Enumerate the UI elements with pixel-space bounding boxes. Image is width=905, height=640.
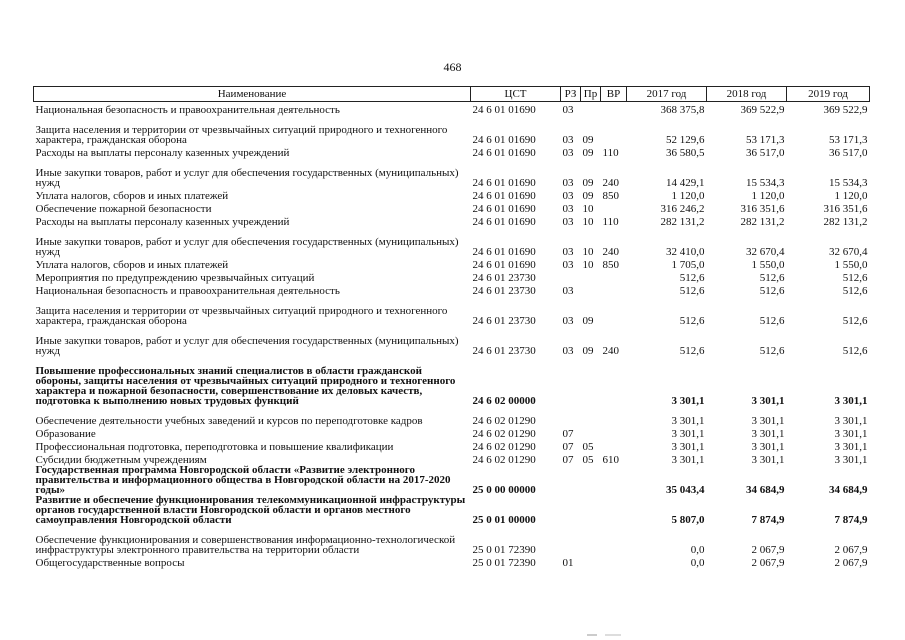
row-value-2017: 0,0 <box>690 544 705 556</box>
row-pr <box>581 102 601 116</box>
row-value-2018: 32 670,4 <box>746 246 785 258</box>
row-pr: 09 <box>582 315 594 327</box>
row-value-2017: 3 301,1 <box>671 441 705 453</box>
table-row <box>34 102 870 116</box>
row-pr: 10 <box>582 216 594 228</box>
row-pr <box>581 283 601 296</box>
row-value-2019: 15 534,3 <box>829 177 868 189</box>
row-value-2018: 3 301,1 <box>751 441 785 453</box>
row-value-2018: 3 301,1 <box>751 395 785 407</box>
row-name: Защита населения и территории от чрезвычайных ситуаций природного и техногенного характера, гражданская оборона <box>35 305 448 327</box>
row-value-2018: 15 534,3 <box>746 177 785 189</box>
row-pr: 09 <box>582 147 594 159</box>
row-value-2019: 2 067,9 <box>834 557 868 569</box>
row-pr <box>581 426 601 439</box>
row-vr <box>601 356 627 406</box>
row-vr: 850 <box>602 259 619 271</box>
header-2017: 2017 год <box>627 87 707 102</box>
table-row <box>34 115 870 145</box>
row-value-2019: 512,6 <box>842 345 868 357</box>
row-rz: 03 <box>562 315 574 327</box>
row-pr: 05 <box>582 454 594 466</box>
row-vr <box>601 201 627 214</box>
row-name: Обеспечение деятельности учебных заведений и курсов по переподготовке кадров <box>35 415 423 427</box>
row-rz: 03 <box>562 177 574 189</box>
row-pr: 05 <box>582 441 594 453</box>
row-cst: 24 6 01 23730 <box>472 285 536 297</box>
row-pr <box>581 406 601 426</box>
row-cst: 25 0 01 72390 <box>472 557 536 569</box>
row-value-2018: 369 522,9 <box>740 104 785 116</box>
row-value-2019: 32 670,4 <box>829 246 868 258</box>
row-rz: 07 <box>562 441 574 453</box>
row-vr <box>601 115 627 145</box>
table-row <box>34 495 870 525</box>
row-pr: 09 <box>582 190 594 202</box>
row-value-2017: 512,6 <box>679 315 705 327</box>
row-value-2018: 512,6 <box>759 272 785 284</box>
table-row <box>34 406 870 426</box>
row-cst: 24 6 01 01690 <box>472 203 536 215</box>
row-value-2017: 512,6 <box>679 285 705 297</box>
row-value-2017: 35 043,4 <box>666 484 705 496</box>
table-row <box>34 296 870 326</box>
row-cst: 24 6 02 01290 <box>472 454 536 466</box>
row-value-2019: 369 522,9 <box>823 104 868 116</box>
row-rz: 03 <box>562 259 574 271</box>
row-rz: 03 <box>562 190 574 202</box>
row-name: Субсидии бюджетным учреждениям <box>35 454 207 466</box>
row-value-2017: 0,0 <box>690 557 705 569</box>
row-rz: 03 <box>562 345 574 357</box>
row-value-2019: 3 301,1 <box>834 395 868 407</box>
table-row <box>34 439 870 452</box>
header-vr: ВР <box>601 87 627 102</box>
row-cst: 24 6 01 23730 <box>472 315 536 327</box>
row-value-2017: 14 429,1 <box>666 177 705 189</box>
row-value-2018: 282 131,2 <box>740 216 785 228</box>
row-value-2018: 1 550,0 <box>751 259 785 271</box>
row-rz <box>561 406 581 426</box>
row-vr: 850 <box>602 190 619 202</box>
row-value-2019: 1 120,0 <box>834 190 868 202</box>
table-row <box>34 145 870 158</box>
row-value-2018: 7 874,9 <box>751 514 785 526</box>
row-name: Обеспечение функционирования и совершенствования информационно-технологической инфраструктуры электронного правительства на территории области <box>35 534 456 556</box>
row-cst: 24 6 01 01690 <box>472 190 536 202</box>
row-value-2017: 52 129,6 <box>666 134 705 146</box>
row-rz: 03 <box>562 134 574 146</box>
row-vr <box>601 525 627 555</box>
row-value-2019: 512,6 <box>842 285 868 297</box>
table-row <box>34 465 870 495</box>
row-rz <box>561 495 581 525</box>
row-value-2018: 512,6 <box>759 285 785 297</box>
row-name: Развитие и обеспечение функционирования телекоммуникационной инфраструктуры органов государственной власти Новгородской области и органов местного самоуправления Новгородской области <box>35 494 466 526</box>
row-vr: 610 <box>602 454 619 466</box>
row-value-2017: 512,6 <box>679 272 705 284</box>
row-rz: 03 <box>562 285 574 297</box>
row-value-2017: 1 120,0 <box>671 190 705 202</box>
row-value-2017: 512,6 <box>679 345 705 357</box>
row-value-2019: 53 171,3 <box>829 134 868 146</box>
table-row <box>34 188 870 201</box>
row-value-2019: 3 301,1 <box>834 454 868 466</box>
row-rz: 01 <box>562 557 574 569</box>
row-name: Уплата налогов, сборов и иных платежей <box>35 190 229 202</box>
row-vr: 110 <box>602 147 619 159</box>
table-row <box>34 525 870 555</box>
header-2018: 2018 год <box>707 87 787 102</box>
row-name: Иные закупки товаров, работ и услуг для обеспечения государственных (муниципальных) нужд <box>35 335 459 357</box>
page-number: 468 <box>443 60 462 74</box>
row-value-2017: 3 301,1 <box>671 428 705 440</box>
row-value-2018: 512,6 <box>759 315 785 327</box>
row-value-2017: 368 375,8 <box>660 104 705 116</box>
row-vr <box>601 283 627 296</box>
row-name: Иные закупки товаров, работ и услуг для обеспечения государственных (муниципальных) нужд <box>35 236 459 258</box>
row-value-2017: 3 301,1 <box>671 395 705 407</box>
table-row <box>34 270 870 283</box>
row-vr <box>601 102 627 116</box>
header-rz: РЗ <box>561 87 581 102</box>
row-value-2019: 282 131,2 <box>823 216 868 228</box>
table-row <box>34 356 870 406</box>
row-value-2018: 3 301,1 <box>751 454 785 466</box>
row-value-2018: 2 067,9 <box>751 544 785 556</box>
row-value-2019: 1 550,0 <box>834 259 868 271</box>
row-value-2017: 1 705,0 <box>671 259 705 271</box>
row-pr: 09 <box>582 177 594 189</box>
row-vr: 240 <box>602 246 619 258</box>
row-value-2018: 512,6 <box>759 345 785 357</box>
row-value-2017: 5 807,0 <box>671 514 705 526</box>
row-pr: 09 <box>582 345 594 357</box>
table-row <box>34 257 870 270</box>
row-cst: 24 6 02 01290 <box>472 428 536 440</box>
table-row <box>34 158 870 188</box>
row-cst: 25 0 01 00000 <box>472 514 536 526</box>
row-rz: 03 <box>562 246 574 258</box>
row-pr <box>581 465 601 495</box>
row-value-2019: 7 874,9 <box>834 514 868 526</box>
table-row <box>34 283 870 296</box>
row-rz: 03 <box>562 203 574 215</box>
row-pr: 10 <box>582 246 594 258</box>
row-name: Национальная безопасность и правоохранительная деятельность <box>35 104 340 116</box>
header-name: Наименование <box>34 87 471 102</box>
row-value-2018: 3 301,1 <box>751 428 785 440</box>
table-header-row <box>34 87 870 102</box>
row-vr <box>601 426 627 439</box>
table-body <box>34 102 870 569</box>
row-value-2017: 3 301,1 <box>671 454 705 466</box>
row-value-2019: 3 301,1 <box>834 415 868 427</box>
row-value-2018: 2 067,9 <box>751 557 785 569</box>
row-vr: 240 <box>602 345 619 357</box>
row-vr <box>601 555 627 568</box>
row-name: Мероприятия по предупреждению чрезвычайных ситуаций <box>35 272 315 284</box>
row-cst: 24 6 02 00000 <box>472 395 536 407</box>
row-pr <box>581 525 601 555</box>
row-name: Повышение профессиональных знаний специалистов в области гражданской обороны, защиты населения от чрезвычайных ситуаций природного и техногенного характера и пожарной безопасности, совершенствование их деловых качеств, подготовка к выполнению новых трудовых функций <box>35 365 456 407</box>
table-row <box>34 214 870 227</box>
row-value-2017: 282 131,2 <box>660 216 705 228</box>
row-pr: 10 <box>582 203 594 215</box>
row-cst: 24 6 01 01690 <box>472 104 536 116</box>
row-rz: 07 <box>562 454 574 466</box>
row-value-2018: 36 517,0 <box>746 147 785 159</box>
row-rz <box>561 465 581 495</box>
row-name: Защита населения и территории от чрезвычайных ситуаций природного и техногенного характера, гражданская оборона <box>35 124 448 146</box>
row-name: Уплата налогов, сборов и иных платежей <box>35 259 229 271</box>
row-value-2019: 512,6 <box>842 315 868 327</box>
row-name: Государственная программа Новгородской области «Развитие электронного правительства и информационного общества в Новгородской области на 2017-2020 годы» <box>35 464 451 496</box>
row-value-2019: 3 301,1 <box>834 428 868 440</box>
row-value-2018: 34 684,9 <box>746 484 785 496</box>
row-rz: 03 <box>562 147 574 159</box>
row-cst: 24 6 01 01690 <box>472 246 536 258</box>
row-name: Расходы на выплаты персоналу казенных учреждений <box>35 147 290 159</box>
row-vr <box>601 296 627 326</box>
budget-table <box>33 86 870 568</box>
row-cst: 24 6 01 01690 <box>472 216 536 228</box>
row-value-2018: 3 301,1 <box>751 415 785 427</box>
row-value-2019: 316 351,6 <box>823 203 868 215</box>
row-name: Иные закупки товаров, работ и услуг для обеспечения государственных (муниципальных) нужд <box>35 167 459 189</box>
row-vr <box>601 495 627 525</box>
row-vr: 110 <box>602 216 619 228</box>
row-value-2017: 36 580,5 <box>666 147 705 159</box>
row-pr <box>581 495 601 525</box>
row-cst: 24 6 01 01690 <box>472 259 536 271</box>
row-name: Обеспечение пожарной безопасности <box>35 203 212 215</box>
table-row <box>34 555 870 568</box>
row-name: Национальная безопасность и правоохранительная деятельность <box>35 285 340 297</box>
row-cst: 24 6 02 01290 <box>472 441 536 453</box>
row-vr <box>601 406 627 426</box>
row-cst: 24 6 01 23730 <box>472 272 536 284</box>
row-name: Образование <box>35 428 96 440</box>
row-rz: 03 <box>562 216 574 228</box>
row-cst: 24 6 01 01690 <box>472 177 536 189</box>
row-value-2019: 3 301,1 <box>834 441 868 453</box>
row-cst: 24 6 01 01690 <box>472 147 536 159</box>
table-row <box>34 201 870 214</box>
row-rz <box>561 356 581 406</box>
row-rz <box>561 525 581 555</box>
row-cst: 25 0 00 00000 <box>472 484 536 496</box>
row-value-2018: 316 351,6 <box>740 203 785 215</box>
header-cst: ЦСТ <box>471 87 561 102</box>
row-vr <box>601 465 627 495</box>
table-row <box>34 326 870 356</box>
row-rz: 03 <box>562 104 574 116</box>
row-value-2018: 1 120,0 <box>751 190 785 202</box>
row-value-2017: 316 246,2 <box>660 203 705 215</box>
row-cst: 24 6 01 23730 <box>472 345 536 357</box>
scan-mark <box>585 633 625 637</box>
row-name: Общегосударственные вопросы <box>35 557 185 569</box>
row-name: Профессиональная подготовка, переподготовка и повышение квалификации <box>35 441 394 453</box>
row-value-2017: 3 301,1 <box>671 415 705 427</box>
row-pr <box>581 356 601 406</box>
row-cst: 24 6 02 01290 <box>472 415 536 427</box>
row-value-2017: 32 410,0 <box>666 246 705 258</box>
row-pr <box>581 270 601 283</box>
row-vr: 240 <box>602 177 619 189</box>
row-pr: 10 <box>582 259 594 271</box>
row-value-2019: 36 517,0 <box>829 147 868 159</box>
row-vr <box>601 439 627 452</box>
row-rz: 07 <box>562 428 574 440</box>
row-value-2019: 512,6 <box>842 272 868 284</box>
table-row <box>34 227 870 257</box>
row-value-2018: 53 171,3 <box>746 134 785 146</box>
row-rz <box>561 270 581 283</box>
row-pr: 09 <box>582 134 594 146</box>
header-pr: Пр <box>581 87 601 102</box>
row-name: Расходы на выплаты персоналу казенных учреждений <box>35 216 290 228</box>
table-row <box>34 426 870 439</box>
row-value-2019: 34 684,9 <box>829 484 868 496</box>
row-cst: 24 6 01 01690 <box>472 134 536 146</box>
header-2019: 2019 год <box>787 87 870 102</box>
row-cst: 25 0 01 72390 <box>472 544 536 556</box>
row-pr <box>581 555 601 568</box>
row-value-2019: 2 067,9 <box>834 544 868 556</box>
row-vr <box>601 270 627 283</box>
